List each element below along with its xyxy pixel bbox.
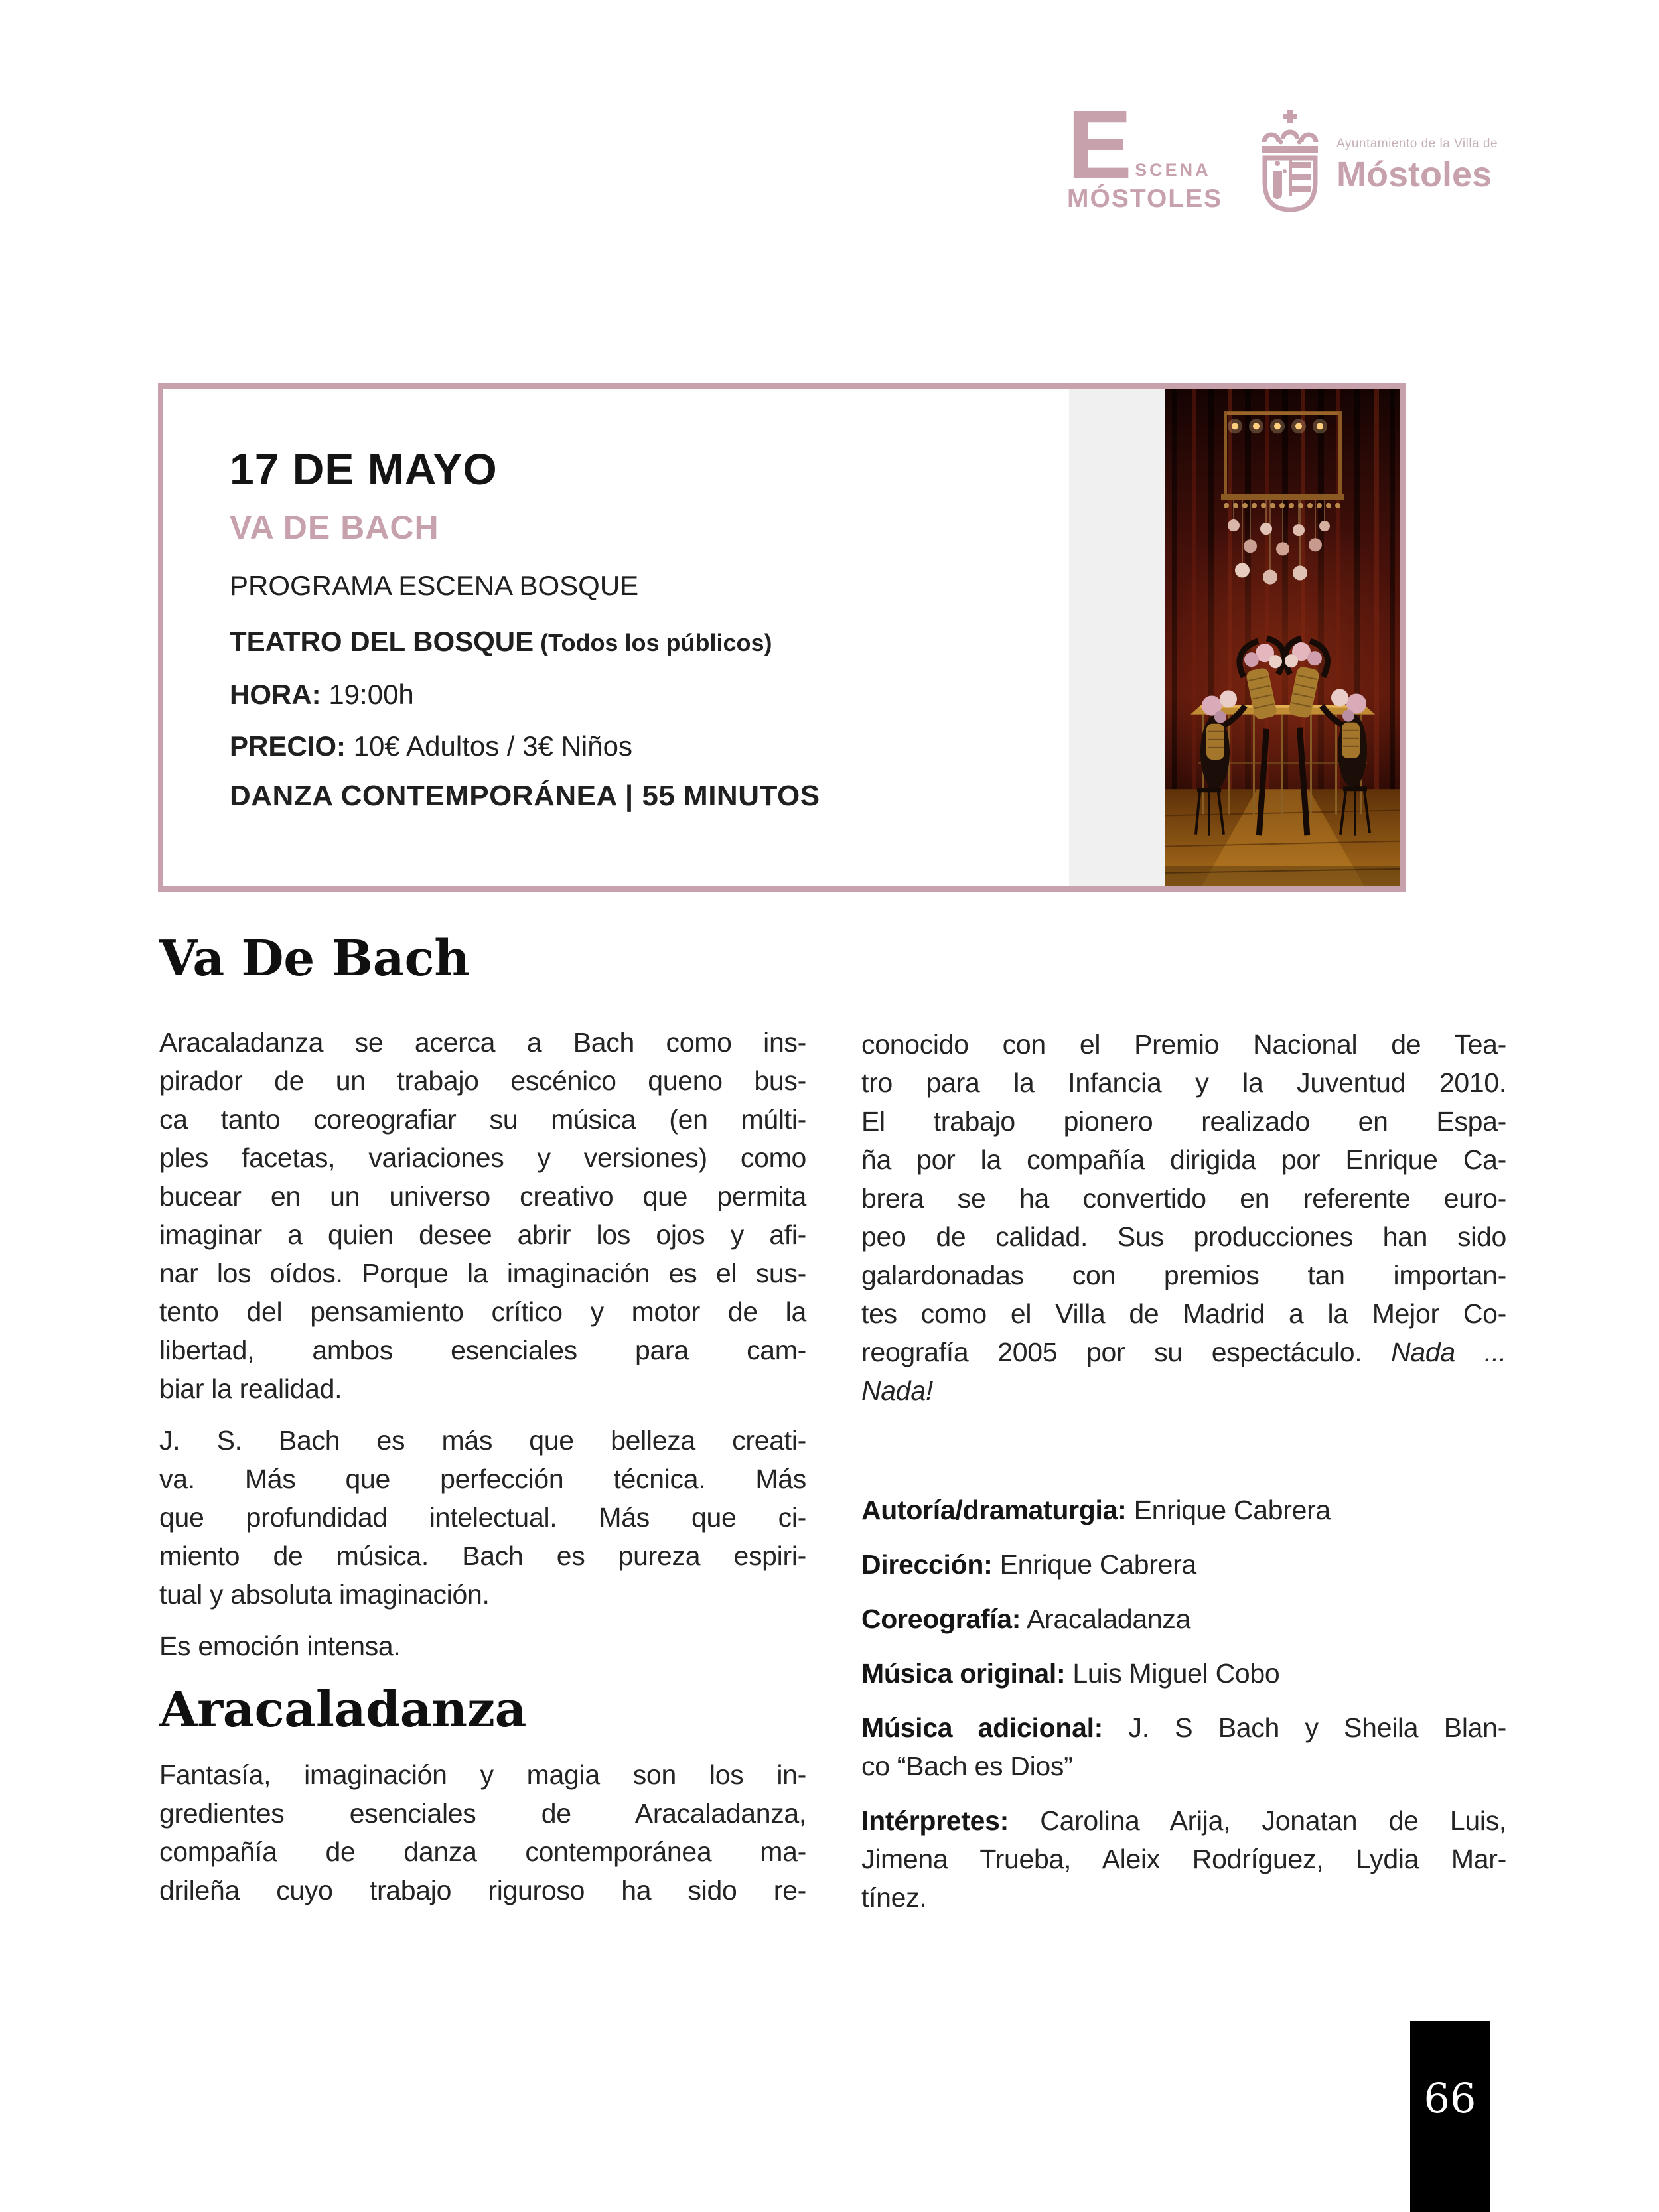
- text-line: tual y absoluta imaginación.: [159, 1579, 490, 1610]
- paragraph: [159, 1421, 806, 1614]
- event-venue: [230, 628, 1043, 657]
- text-line: nar los oídos. Porque la imaginación es el sus-: [159, 1258, 806, 1288]
- credit-label: Coreografía:: [861, 1604, 1021, 1634]
- text-line: Es emoción intensa.: [159, 1631, 401, 1661]
- paragraph: [861, 1025, 1506, 1410]
- text-line: peo de calidad. Sus producciones han sido: [861, 1221, 1506, 1252]
- event-price: [230, 732, 1043, 760]
- text-line: co “Bach es Dios”: [861, 1751, 1073, 1781]
- text-line: Intérpretes: Carolina Arija, Jonatan de Luis,: [861, 1805, 1506, 1836]
- credit-label: Música original:: [861, 1658, 1066, 1689]
- mostoles-crest-icon: [1260, 110, 1321, 215]
- text-line: galardonadas con premios tan importan-: [861, 1260, 1506, 1290]
- credit-label: Música adicional:: [861, 1712, 1104, 1743]
- text-line: Nada!: [861, 1375, 933, 1406]
- paragraph: [159, 1627, 806, 1665]
- stage-photo-illustration: [1165, 389, 1400, 886]
- event-details: [163, 389, 1069, 886]
- escena-logo-city: MÓSTOLES: [1067, 184, 1223, 213]
- credits-list: [861, 1491, 1506, 1917]
- text-line: tento del pensamiento crítico y motor de la: [159, 1296, 806, 1327]
- article-left-column: [159, 930, 806, 1923]
- text-line: tínez.: [861, 1882, 927, 1913]
- escena-mostoles-logo: [1067, 91, 1223, 213]
- escena-logo-initial: E: [1067, 91, 1130, 200]
- text-line: ña por la compañía dirigida por Enrique Ca-: [861, 1144, 1506, 1175]
- event-venue-note: (Todos los públicos): [534, 629, 772, 656]
- text-line: conocido con el Premio Nacional de Tea-: [861, 1029, 1506, 1060]
- event-show-title: VA DE BACH: [230, 509, 439, 546]
- credit-label: Intérpretes:: [861, 1805, 1009, 1836]
- event-time-label: HORA:: [230, 679, 321, 710]
- text-line: pirador de un trabajo escénico queno bus-: [159, 1066, 806, 1096]
- article-right-column: [861, 1025, 1506, 1933]
- event-genre-duration: DANZA CONTEMPORÁNEA | 55 MINUTOS: [230, 780, 820, 812]
- text-line: libertad, ambos esenciales para cam-: [159, 1335, 806, 1365]
- text-line: gredientes esenciales de Aracaladanza,: [159, 1798, 806, 1829]
- text-line: que profundidad intelectual. Más que ci-: [159, 1502, 806, 1533]
- credit-item: [861, 1545, 1506, 1584]
- text-line: Jimena Trueba, Aleix Rodríguez, Lydia Mar-: [861, 1844, 1506, 1874]
- text-line: compañía de danza contemporánea ma-: [159, 1836, 806, 1867]
- text-line: bucear en un universo creativo que permita: [159, 1181, 806, 1211]
- ayuntamiento-wordmark: Móstoles: [1336, 155, 1492, 194]
- event-time-value: 19:00h: [321, 679, 414, 710]
- paragraph: [159, 1023, 806, 1408]
- text-line: tro para la Infancia y la Juventud 2010.: [861, 1068, 1506, 1098]
- page-number: 66: [1423, 2074, 1477, 2122]
- credit-label: Autoría/dramaturgia:: [861, 1495, 1127, 1525]
- text-line: Dirección: Enrique Cabrera: [861, 1549, 1196, 1580]
- text-line: brera se ha convertido en referente euro-: [861, 1183, 1506, 1213]
- text-line: miento de música. Bach es pureza espiri-: [159, 1541, 806, 1571]
- event-card-divider: [1069, 389, 1165, 886]
- text-line: Autoría/dramaturgia: Enrique Cabrera: [861, 1495, 1331, 1525]
- event-price-label: PRECIO:: [230, 730, 346, 762]
- text-line: Música original: Luis Miguel Cobo: [861, 1658, 1280, 1689]
- credit-item: [861, 1491, 1506, 1529]
- text-line: imaginar a quien desee abrir los ojos y afi-: [159, 1219, 806, 1250]
- text-line: Música adicional: J. S Bach y Sheila Blan-: [861, 1712, 1506, 1743]
- escena-logo-word: SCENA: [1135, 160, 1211, 180]
- paragraph: [159, 1756, 806, 1909]
- page-number-box: [1410, 2021, 1490, 2212]
- credit-label: Dirección:: [861, 1549, 993, 1580]
- text-line: ca tanto coreografiar su música (en múlti-: [159, 1104, 806, 1135]
- credit-item: [861, 1801, 1506, 1917]
- text-line: J. S. Bach es más que belleza creati-: [159, 1425, 806, 1456]
- ayuntamiento-tagline: Ayuntamiento de la Villa de: [1336, 137, 1498, 151]
- text-line: ples facetas, variaciones y versiones) como: [159, 1142, 806, 1173]
- text-line: drileña cuyo trabajo riguroso ha sido re-: [159, 1875, 806, 1905]
- ayuntamiento-logo: [1260, 110, 1498, 215]
- article-heading-va-de-bach: Va De Bach: [159, 930, 470, 987]
- text-line: Fantasía, imaginación y magia son los in-: [159, 1760, 806, 1790]
- stage-photo: [1165, 389, 1400, 886]
- text-line: El trabajo pionero realizado en Espa-: [861, 1106, 1506, 1137]
- credit-item: [861, 1654, 1506, 1693]
- text-line: Coreografía: Aracaladanza: [861, 1604, 1191, 1634]
- event-card: [158, 383, 1406, 892]
- text-line: biar la realidad.: [159, 1373, 342, 1404]
- credit-item: [861, 1600, 1506, 1638]
- text-line: tes como el Villa de Madrid a la Mejor Co-: [861, 1298, 1506, 1329]
- credit-item: [861, 1708, 1506, 1785]
- text-line: reografía 2005 por su espectáculo. Nada ...: [861, 1337, 1507, 1367]
- text-line: Aracaladanza se acerca a Bach como ins-: [159, 1027, 806, 1058]
- event-date-title: 17 DE MAYO: [230, 445, 498, 494]
- text-line: va. Más que perfección técnica. Más: [159, 1464, 806, 1494]
- event-price-value: 10€ Adultos / 3€ Niños: [346, 730, 632, 762]
- event-program: PROGRAMA ESCENA BOSQUE: [230, 570, 639, 601]
- event-time: [230, 681, 1043, 709]
- article-heading-aracaladanza: Aracaladanza: [159, 1681, 527, 1738]
- event-venue-name: TEATRO DEL BOSQUE: [230, 626, 534, 657]
